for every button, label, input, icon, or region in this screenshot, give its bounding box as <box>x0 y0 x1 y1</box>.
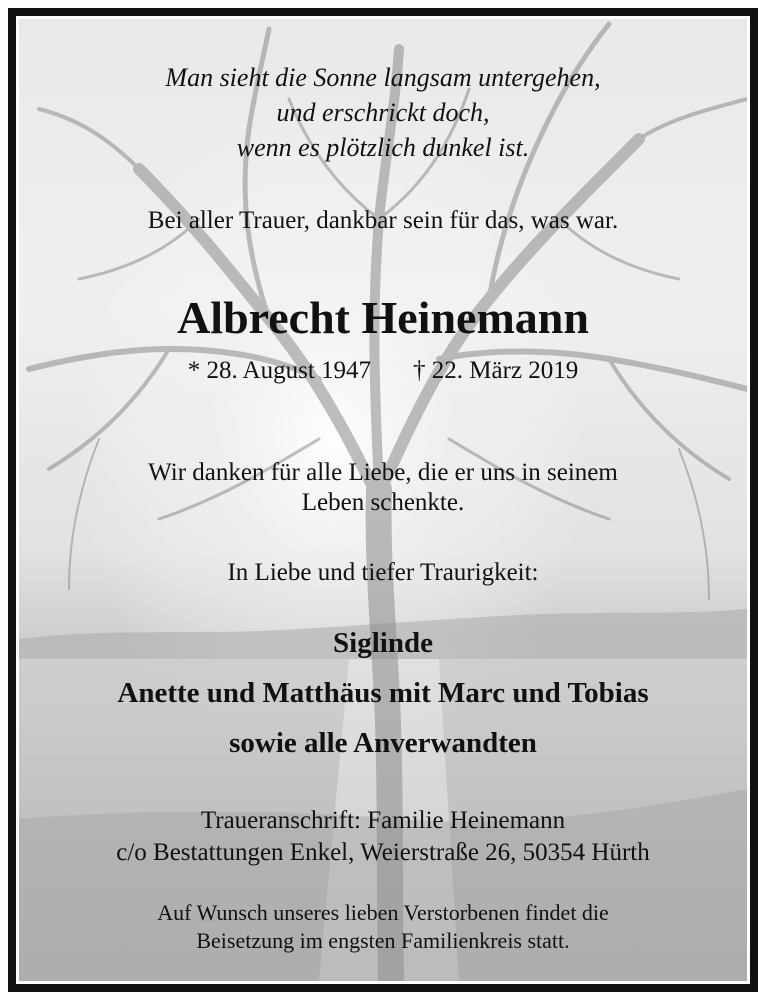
quote-line-3: wenn es plötzlich dunkel ist. <box>236 133 530 162</box>
thanks-line-1: Wir danken für alle Liebe, die er uns in seinem <box>148 459 618 486</box>
address-line-1: Traueranschrift: Familie Heinemann <box>200 807 566 834</box>
funeral-note-line-2: Beisetzung im engsten Familienkreis statt. <box>196 928 570 953</box>
birth-date: * 28. August 1947 <box>187 357 372 384</box>
obituary-content <box>19 19 747 981</box>
obituary-frame <box>8 8 758 992</box>
mourning-intro: In Liebe und tiefer Traurigkeit: <box>227 559 539 586</box>
motto: Bei aller Trauer, dankbar sein für das, was war. <box>147 207 619 234</box>
life-dates <box>19 355 747 387</box>
thanks-line-2: Leben schenkte. <box>301 489 465 516</box>
quote-line-2: und erschrickt doch, <box>276 98 490 127</box>
mourner-1: Siglinde <box>333 627 433 659</box>
death-date: † 22. März 2019 <box>413 357 579 384</box>
deceased-name: Albrecht Heinemann <box>177 292 589 343</box>
obituary-background <box>19 19 747 981</box>
address-line-2: c/o Bestattungen Enkel, Weierstraße 26, 50354 Hürth <box>116 839 650 866</box>
mourner-2: Anette und Matthäus mit Marc und Tobias <box>117 677 649 709</box>
mourner-3: sowie alle Anverwandten <box>229 727 537 759</box>
funeral-note-line-1: Auf Wunsch unseres lieben Verstorbenen findet die <box>157 900 609 925</box>
quote-line-1: Man sieht die Sonne langsam untergehen, <box>165 63 601 92</box>
